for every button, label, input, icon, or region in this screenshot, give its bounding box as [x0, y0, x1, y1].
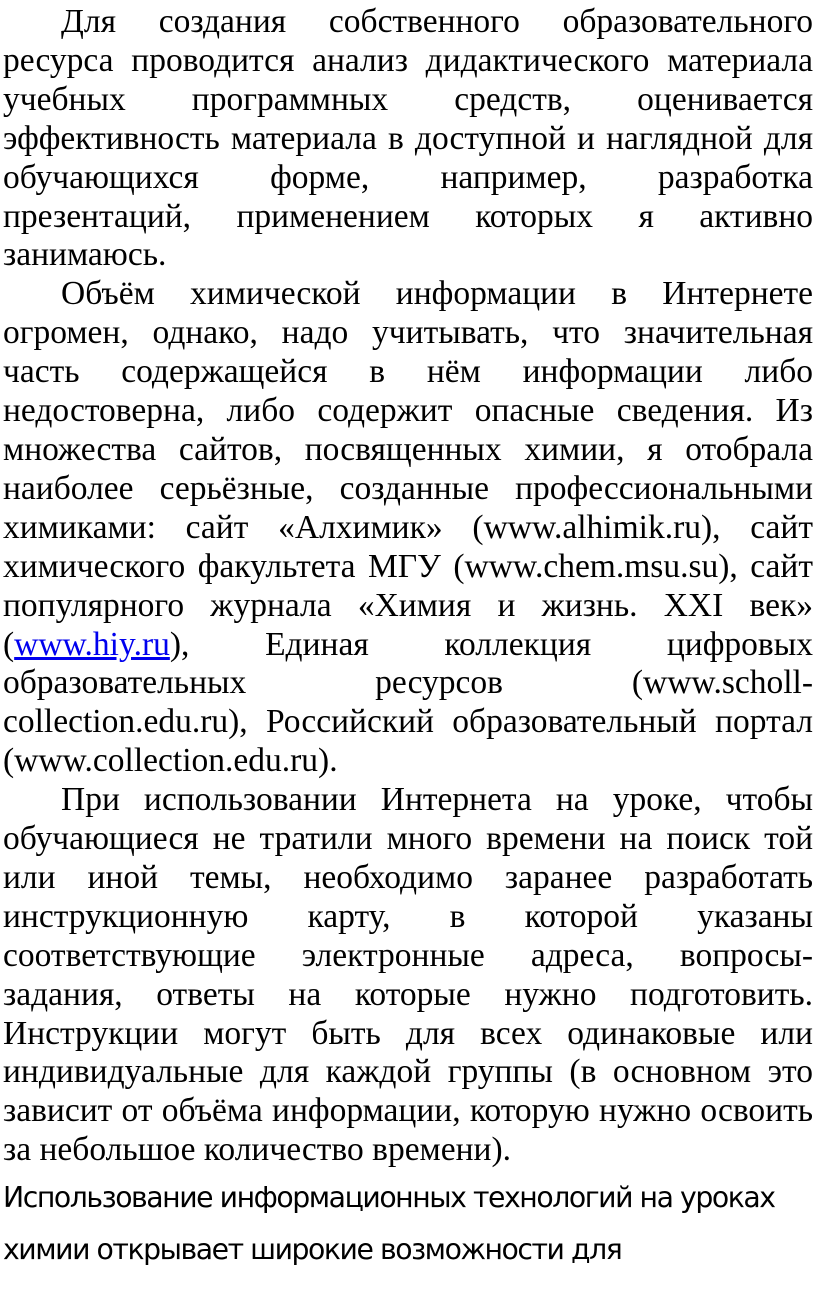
hiy-ru-link[interactable]: www.hiy.ru	[14, 625, 170, 663]
paragraph-instruction-card: При использовании Интернета на уроке, чтобы обучающиеся не тратили много времени на поиск той или иной темы, необходимо заранее разработать инструкционную карту, в которой указаны соответствующие электронные адреса, вопросы-задания, ответы на которые нужно подготовить. Инструкции могут быть для всех одинаковые или индивидуальные для каждой группы (в основном это зависит от объёма информации, которую нужно освоить за небольшое количество времени).	[3, 781, 813, 1169]
paragraph-internet-resources	[3, 275, 813, 781]
paragraph-presentations: Для создания собственного образовательного ресурса проводится анализ дидактического материала учебных программных средств, оценивается эффективность материала в доступной и наглядной для обучающихся форме, например, разработка презентаций, применением которых я активно занимаюсь.	[3, 3, 813, 274]
paragraph-text-before-link: Объём химической информации в Интернете огромен, однако, надо учитывать, что значительная часть содержащейся в нём информации либо недостоверна, либо содержит опасные сведения. Из множества сайтов, посвященных химии, я отобрала наиболее серьёзные, созданные профессиональными химиками: сайт «Алхимик» (www.alhimik.ru), сайт химического факультета МГУ (www.chem.msu.su), сайт популярного журнала «Химия и жизнь. XXI век» (	[3, 275, 813, 663]
closing-text-line-2: химии открывает широкие возможности для	[3, 1233, 622, 1267]
closing-text-line-1: Использование информационных технологий на уроках	[3, 1181, 775, 1215]
paragraph-text-after-link: ), Единая коллекция цифровых образовательных ресурсов (www.scholl-collection.edu.ru), Российский образовательный портал (www.collection.edu.ru).	[3, 625, 813, 780]
